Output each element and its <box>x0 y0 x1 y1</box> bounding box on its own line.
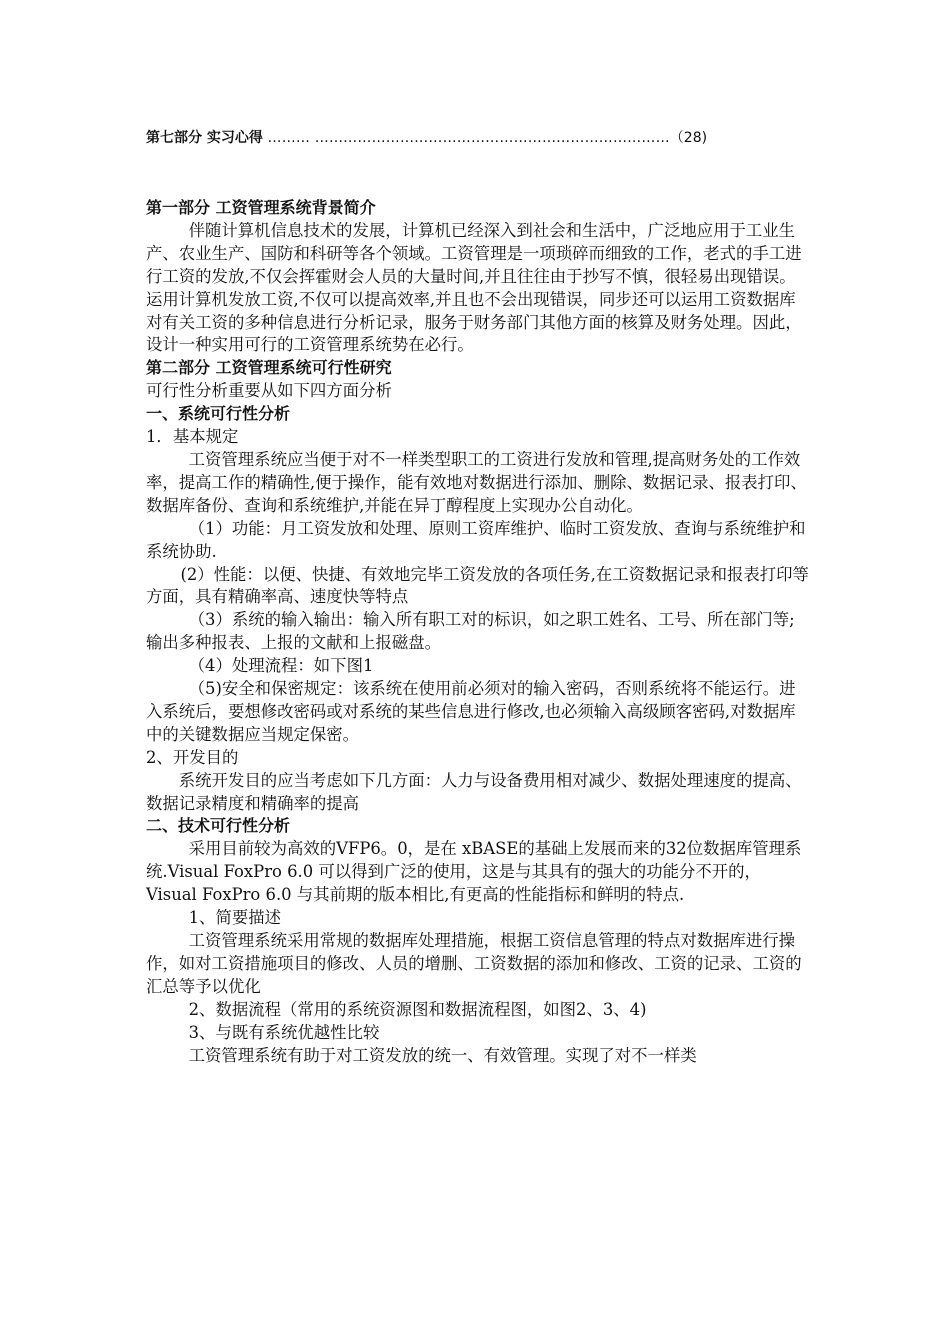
toc-entry <box>146 127 786 147</box>
section2-sub1-title: 1、简要描述 <box>188 908 282 928</box>
part1-heading: 第一部分 工资管理系统背景简介 <box>146 198 376 217</box>
section1-sub2-paragraph: 系统开发目的应当考虑如下几方面：人力与设备费用相对减少、数据处理速度的提高、数据记录精度和精确率的提高 <box>146 770 802 813</box>
section1-sub2-title: 2、开发目的 <box>146 747 239 767</box>
section2-sub2-title: 2、数据流程（常用的系统资源图和数据流程图，如图2、3、4) <box>188 999 647 1019</box>
section1-sub1-paragraph: 工资管理系统应当便于对不一样类型职工的工资进行发放和管理,提高财务处的工作效率，提高工作的精确性,便于操作，能有效地对数据进行添加、删除、数据记录、报表打印、数据库备份、查询和系统维护,并能在异丁醇程度上实现办公自动化。 <box>146 449 807 515</box>
section2-heading: 二、技术可行性分析 <box>146 816 291 836</box>
part2-heading: 第二部分 工资管理系统可行性研究 <box>146 358 392 378</box>
section2-paragraph: 采用目前较为高效的VFP6。0，是在 xBASE的基础上发展而来的32位数据库管理系统.Visual FoxPro 6.0 可以得到广泛的使用，这是与其具有的强大的功能分不开的，Visual FoxPro 6.0 与其前期的版本相比,有更高的性能指标和鲜明的特点. <box>146 839 802 905</box>
section1-item3: （3）系统的输入输出：输入所有职工对的标识，如之职工姓名、工号、所在部门等;输出多种报表、上报的文献和上报磁盘。 <box>146 610 795 653</box>
section1-heading: 一、系统可行性分析 <box>146 404 291 424</box>
toc-leader-dots: ……… ………………………………………………………………… <box>262 130 670 146</box>
section2-sub1-paragraph: 工资管理系统采用常规的数据库处理措施，根据工资信息管理的特点对数据库进行操作，如对工资措施项目的修改、人员的增删、工资数据的添加和修改、工资的记录、工资的汇总等予以优化 <box>146 931 802 996</box>
section1-sub1-title: 1．基本规定 <box>146 427 239 447</box>
section1-item4: （4）处理流程：如下图1 <box>188 656 374 676</box>
part2-intro: 可行性分析重要从如下四方面分析 <box>146 381 392 401</box>
section1-item2: (2）性能：以便、快捷、有效地完毕工资发放的各项任务,在工资数据记录和报表打印等方面，具有精确率高、速度快等特点 <box>146 564 809 607</box>
section1-item1: （1）功能：月工资发放和处理、原则工资库维护、临时工资发放、查询与系统维护和系统协助. <box>146 518 806 561</box>
toc-page-number: （28) <box>669 130 708 146</box>
toc-entry-label: 第七部分 实习心得 <box>146 130 263 146</box>
part1-paragraph: 伴随计算机信息技术的发展，计算机已经深入到社会和生活中，广泛地应用于工业生产、农业生产、国防和科研等各个领域。工资管理是一项琐碎而细致的工作，老式的手工进行工资的发放,不仅会挥霍财会人员的大量时间,并且往往由于抄写不慎，很轻易出现错误。运用计算机发放工资,不仅可以提高效率,并且也不会出现错误，同步还可以运用工资数据库对有关工资的多种信息进行分析记录，服务于财务部门其他方面的核算及财务处理。因此，设计一种实用可行的工资管理系统势在必行。 <box>146 220 802 355</box>
section2-sub3-paragraph: 工资管理系统有助于对工资发放的统一、有效管理。实现了对不一样类 <box>188 1045 697 1065</box>
document-body <box>146 197 810 1067</box>
section1-item5: （5)安全和保密规定：该系统在使用前必须对的输入密码，否则系统将不能运行。进入系统后，要想修改密码或对系统的某些信息进行修改,也必须输入高级顾客密码,对数据库中的关键数据应当规定保密。 <box>146 679 796 744</box>
section2-sub3-title: 3、与既有系统优越性比较 <box>188 1022 380 1042</box>
